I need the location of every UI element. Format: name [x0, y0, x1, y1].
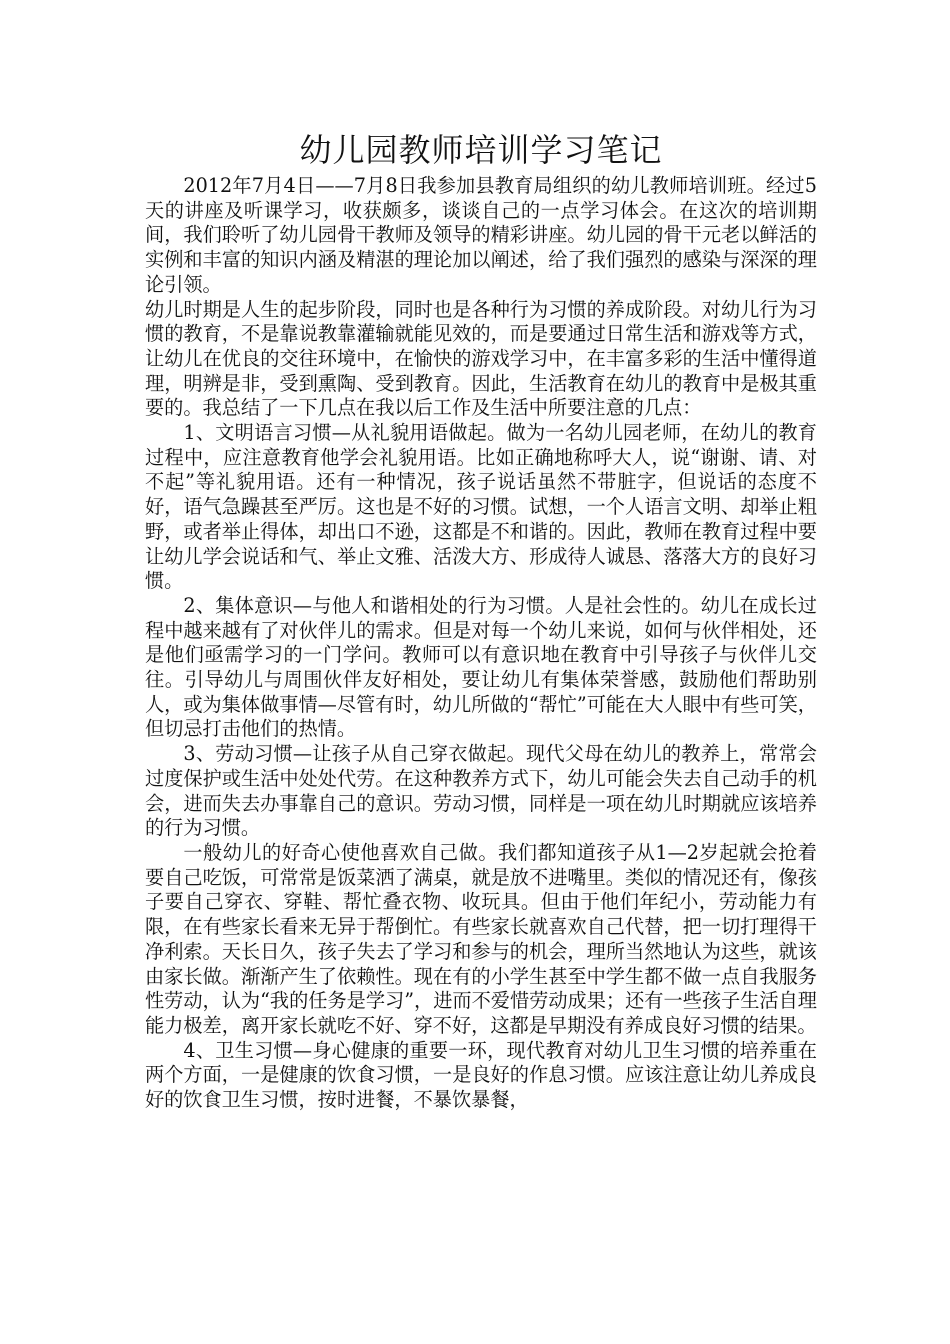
paragraph-overview: 幼儿时期是人生的起步阶段，同时也是各种行为习惯的养成阶段。对幼儿行为习惯的教育，不是靠说教靠灌输就能见效的，而是要通过日常生活和游戏等方式，让幼儿在优良的交往环境中，在愉快的游戏学习中，在丰富多彩的生活中懂得道理，明辨是非，受到熏陶、受到教育。因此，生活教育在幼儿的教育中是极其重要的。我总结了一下几点在我以后工作及生活中所要注意的几点： — [145, 297, 817, 420]
paragraph-point-3-labor: 3、劳动习惯—让孩子从自己穿衣做起。现代父母在幼儿的教养上，常常会过度保护或生活中处处代劳。在这种教养方式下，幼儿可能会失去自己动手的机会，进而失去办事靠自己的意识。劳动习惯，同样是一项在幼儿时期就应该培养的行为习惯。 — [145, 742, 817, 840]
paragraph-point-4-hygiene: 4、卫生习惯—身心健康的重要一环，现代教育对幼儿卫生习惯的培养重在两个方面，一是健康的饮食习惯，一是良好的作息习惯。应该注意让幼儿养成良好的饮食卫生习惯，按时进餐，不暴饮暴餐， — [145, 1038, 817, 1112]
paragraph-labor-detail: 一般幼儿的好奇心使他喜欢自己做。我们都知道孩子从1—2岁起就会抢着要自己吃饭，可常常是饭菜洒了满桌，就是放不进嘴里。类似的情况还有，像孩子要自己穿衣、穿鞋、帮忙叠衣物、收玩具。但由于他们年纪小，劳动能力有限，在有些家长看来无异于帮倒忙。有些家长就喜欢自己代替，把一切打理得干净利索。天长日久，孩子失去了学习和参与的机会，理所当然地认为这些，就该由家长做。渐渐产生了依赖性。现在有的小学生甚至中学生都不做一点自我服务性劳动，认为“我的任务是学习”，进而不爱惜劳动成果；还有一些孩子生活自理能力极差，离开家长就吃不好、穿不好，这都是早期没有养成良好习惯的结果。 — [145, 840, 817, 1037]
document-title: 幼儿园教师培训学习笔记 — [299, 131, 663, 169]
paragraph-intro: 2012年7月4日——7月8日我参加县教育局组织的幼儿教师培训班。经过5天的讲座及听课学习，收获颇多，谈谈自己的一点学习体会。在这次的培训期间，我们聆听了幼儿园骨干教师及领导的精彩讲座。幼儿园的骨干元老以鲜活的实例和丰富的知识内涵及精湛的理论加以阐述，给了我们强烈的感染与深深的理论引领。 — [145, 174, 817, 296]
paragraph-point-1-language: 1、文明语言习惯—从礼貌用语做起。做为一名幼儿园老师，在幼儿的教育过程中，应注意教育他学会礼貌用语。比如正确地称呼大人，说“谢谢、请、对不起”等礼貌用语。还有一种情况，孩子说话虽然不带脏字，但说话的态度不好，语气急躁甚至严厉。这也是不好的习惯。试想，一个人语言文明、却举止粗野，或者举止得体，却出口不逊，这都是不和谐的。因此，教师在教育过程中要让幼儿学会说话和气、举止文雅、活泼大方、形成待人诚恳、落落大方的良好习惯。 — [145, 421, 817, 593]
document-body — [145, 128, 817, 1113]
paragraph-point-2-collective: 2、集体意识—与他人和谐相处的行为习惯。人是社会性的。幼儿在成长过程中越来越有了对伙伴儿的需求。但是对每一个幼儿来说，如何与伙伴相处，还是他们亟需学习的一门学问。教师可以有意识地在教育中引导孩子与伙伴儿交往。引导幼儿与周围伙伴友好相处，要让幼儿有集体荣誉感，鼓励他们帮助别人，或为集体做事情—尽管有时，幼儿所做的“帮忙”可能在大人眼中有些可笑，但切忌打击他们的热情。 — [145, 593, 817, 741]
